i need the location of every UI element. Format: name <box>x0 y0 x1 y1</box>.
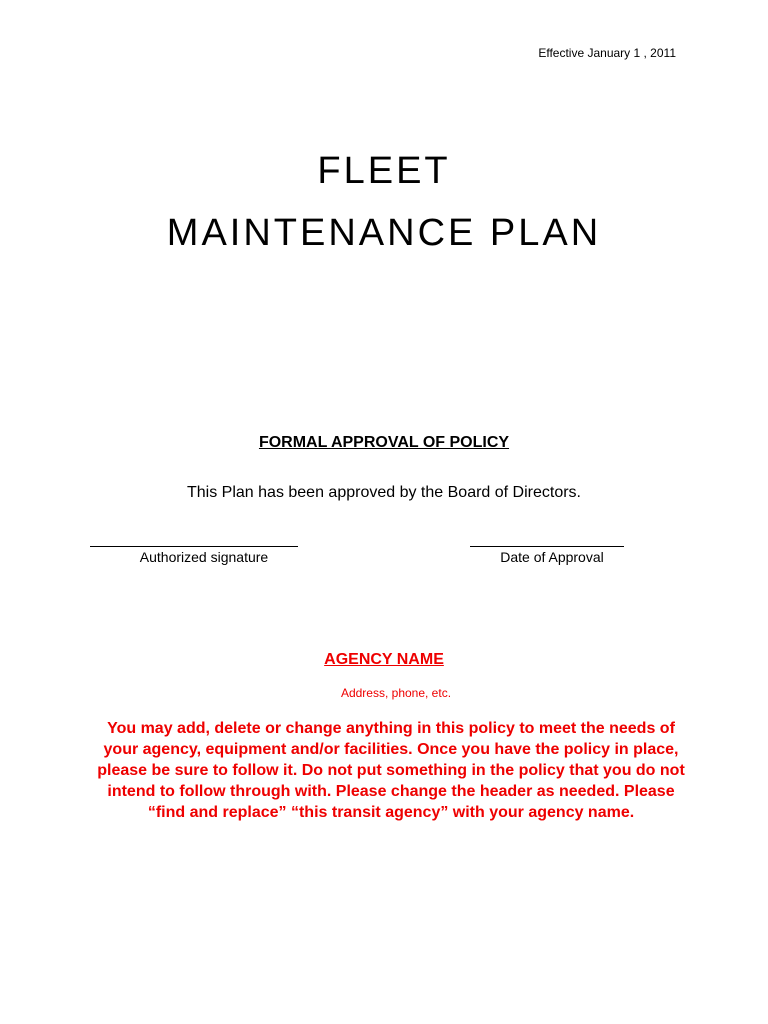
effective-date: Effective January 1 , 2011 <box>538 46 676 60</box>
approval-heading: FORMAL APPROVAL OF POLICY <box>258 434 510 451</box>
title-line-2: MAINTENANCE PLAN <box>166 212 602 254</box>
approval-statement: This Plan has been approved by the Board of Directors. <box>187 484 581 501</box>
title-line-1: FLEET <box>317 150 451 192</box>
date-line <box>470 546 624 547</box>
signature-label: Authorized signature <box>139 549 269 565</box>
date-of-approval-label: Date of Approval <box>500 549 604 565</box>
agency-name: AGENCY NAME <box>324 651 444 668</box>
signature-line <box>90 546 298 547</box>
agency-address: Address, phone, etc. <box>340 686 452 700</box>
instructions-paragraph: You may add, delete or change anything in this policy to meet the needs of your agency, equipment and/or facilities. Once you have the policy in place, please be sure to follow it. Do not put something in the policy that you do not intend to follow through with. Please change the header as needed. Please “find and replace” “this transit agency” with your agency name. <box>97 720 685 821</box>
